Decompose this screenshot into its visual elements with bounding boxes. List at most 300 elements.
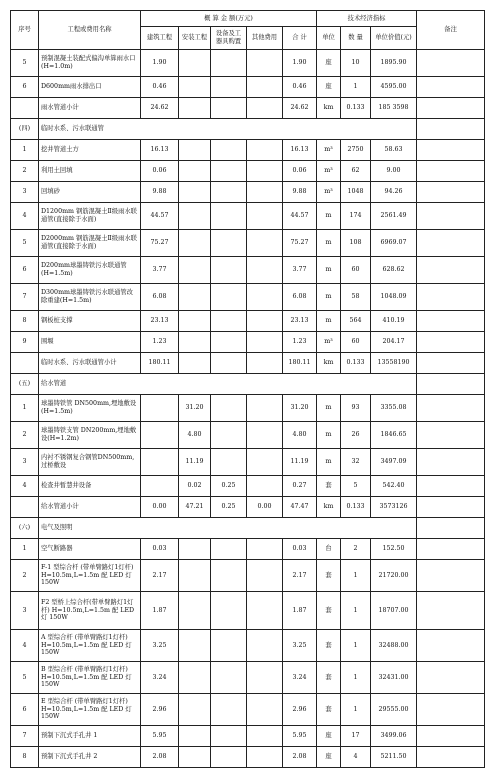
row-equip <box>211 50 247 77</box>
row-install: 11.19 <box>179 449 211 476</box>
header-qty: 数 量 <box>341 27 371 50</box>
row-remark <box>417 374 485 395</box>
row-remark <box>417 119 485 140</box>
row-equip <box>211 422 247 449</box>
row-unit: 套 <box>317 560 341 592</box>
row-remark <box>417 230 485 257</box>
section-seq: (四) <box>11 119 39 140</box>
row-build: 0.03 <box>141 539 179 560</box>
row-remark <box>417 98 485 119</box>
row-equip <box>211 203 247 230</box>
row-unit: m³ <box>317 182 341 203</box>
row-qty: 1 <box>341 592 371 630</box>
row-equip <box>211 539 247 560</box>
section-title: 给水管道 <box>39 374 417 395</box>
row-build: 1.87 <box>141 592 179 630</box>
row-equip <box>211 395 247 422</box>
section-title: 临时水系、污水联通管 <box>39 119 417 140</box>
row-qty: 1 <box>341 694 371 726</box>
row-unit: 套 <box>317 592 341 630</box>
row-remark <box>417 694 485 726</box>
row-build: 9.88 <box>141 182 179 203</box>
row-install <box>179 161 211 182</box>
row-install <box>179 592 211 630</box>
table-row <box>11 257 485 284</box>
row-remark <box>417 161 485 182</box>
section-row <box>11 374 485 395</box>
row-seq: 9 <box>11 332 39 353</box>
section-seq: (五) <box>11 374 39 395</box>
row-price: 185 3598 <box>371 98 417 119</box>
estimate-sheet <box>10 10 484 768</box>
row-qty: 1 <box>341 560 371 592</box>
row-total: 47.47 <box>283 497 317 518</box>
row-qty: 2750 <box>341 140 371 161</box>
row-total: 1.87 <box>283 592 317 630</box>
row-unit: 座 <box>317 50 341 77</box>
row-remark <box>417 77 485 98</box>
row-install <box>179 539 211 560</box>
table-row <box>11 140 485 161</box>
row-total: 6.08 <box>283 284 317 311</box>
table-row <box>11 203 485 230</box>
header-price: 单位价值(元) <box>371 27 417 50</box>
row-price: 410.19 <box>371 311 417 332</box>
header-build: 建筑工程 <box>141 27 179 50</box>
row-build: 44.57 <box>141 203 179 230</box>
table-row <box>11 449 485 476</box>
row-other <box>247 747 283 768</box>
row-equip <box>211 161 247 182</box>
row-total: 0.46 <box>283 77 317 98</box>
row-build <box>141 449 179 476</box>
row-unit: m³ <box>317 161 341 182</box>
row-qty: 4 <box>341 747 371 768</box>
row-qty: 58 <box>341 284 371 311</box>
row-build: 6.08 <box>141 284 179 311</box>
table-row <box>11 560 485 592</box>
row-install: 47.21 <box>179 497 211 518</box>
row-remark <box>417 662 485 694</box>
row-build: 3.77 <box>141 257 179 284</box>
row-install <box>179 726 211 747</box>
row-seq: 2 <box>11 161 39 182</box>
row-seq: 6 <box>11 694 39 726</box>
row-price: 1846.65 <box>371 422 417 449</box>
row-remark <box>417 518 485 539</box>
row-unit: 套 <box>317 694 341 726</box>
row-other <box>247 284 283 311</box>
row-name: 围堰 <box>39 332 141 353</box>
row-install <box>179 182 211 203</box>
row-price: 9.00 <box>371 161 417 182</box>
row-qty: 1048 <box>341 182 371 203</box>
section-seq: (六) <box>11 518 39 539</box>
table-row <box>11 726 485 747</box>
table-row <box>11 353 485 374</box>
row-seq: 7 <box>11 284 39 311</box>
row-total: 23.13 <box>283 311 317 332</box>
table-row <box>11 694 485 726</box>
row-name: 利用土回填 <box>39 161 141 182</box>
row-name: 临时水系、污水联通管小计 <box>39 353 141 374</box>
row-price: 58.63 <box>371 140 417 161</box>
row-qty: 564 <box>341 311 371 332</box>
row-equip <box>211 284 247 311</box>
row-equip: 0.25 <box>211 476 247 497</box>
row-name: 预制混凝土装配式偏沟单算雨水口(H=1.0m) <box>39 50 141 77</box>
row-total: 16.13 <box>283 140 317 161</box>
section-row <box>11 119 485 140</box>
row-equip <box>211 592 247 630</box>
row-name: B 型综合杆 (带单臂路灯1灯杆) H=10.5m,L=1.5m 配 LED 灯 150W <box>39 662 141 694</box>
row-unit: m <box>317 203 341 230</box>
row-build: 3.25 <box>141 630 179 662</box>
table-row <box>11 182 485 203</box>
row-total: 31.20 <box>283 395 317 422</box>
row-total: 0.06 <box>283 161 317 182</box>
row-other <box>247 449 283 476</box>
row-unit: km <box>317 98 341 119</box>
row-remark <box>417 449 485 476</box>
row-install <box>179 353 211 374</box>
row-total: 2.17 <box>283 560 317 592</box>
row-equip <box>211 694 247 726</box>
row-equip <box>211 726 247 747</box>
row-install <box>179 203 211 230</box>
row-qty: 0.133 <box>341 497 371 518</box>
row-unit: m <box>317 422 341 449</box>
row-unit: km <box>317 353 341 374</box>
row-total: 11.19 <box>283 449 317 476</box>
row-other <box>247 311 283 332</box>
table-row <box>11 592 485 630</box>
row-install <box>179 230 211 257</box>
row-other <box>247 332 283 353</box>
row-seq: 3 <box>11 449 39 476</box>
row-other <box>247 203 283 230</box>
row-install <box>179 257 211 284</box>
row-total: 4.80 <box>283 422 317 449</box>
row-total: 1.90 <box>283 50 317 77</box>
table-row <box>11 395 485 422</box>
row-build: 1.90 <box>141 50 179 77</box>
row-qty: 60 <box>341 257 371 284</box>
row-price: 6969.07 <box>371 230 417 257</box>
row-remark <box>417 332 485 353</box>
row-remark <box>417 353 485 374</box>
row-price: 542.40 <box>371 476 417 497</box>
row-equip <box>211 332 247 353</box>
row-other <box>247 539 283 560</box>
row-seq <box>11 98 39 119</box>
row-seq: 6 <box>11 257 39 284</box>
row-build <box>141 422 179 449</box>
row-qty: 0.133 <box>341 353 371 374</box>
row-build: 16.13 <box>141 140 179 161</box>
row-remark <box>417 284 485 311</box>
row-price: 13558190 <box>371 353 417 374</box>
table-row <box>11 50 485 77</box>
row-qty: 1 <box>341 662 371 694</box>
row-name: 预制下沉式手孔井 1 <box>39 726 141 747</box>
row-remark <box>417 539 485 560</box>
row-equip <box>211 449 247 476</box>
row-equip <box>211 311 247 332</box>
header-equip: 设备及工器具购置 <box>211 27 247 50</box>
row-qty: 0.133 <box>341 98 371 119</box>
row-seq: 3 <box>11 592 39 630</box>
table-row <box>11 539 485 560</box>
row-equip <box>211 230 247 257</box>
row-price: 5211.50 <box>371 747 417 768</box>
row-build: 75.27 <box>141 230 179 257</box>
row-build: 1.23 <box>141 332 179 353</box>
row-other <box>247 353 283 374</box>
row-install <box>179 311 211 332</box>
row-other <box>247 726 283 747</box>
row-unit: 座 <box>317 77 341 98</box>
row-price: 2561.49 <box>371 203 417 230</box>
row-build: 2.17 <box>141 560 179 592</box>
row-install <box>179 630 211 662</box>
row-price: 152.50 <box>371 539 417 560</box>
row-total: 5.95 <box>283 726 317 747</box>
table-row <box>11 98 485 119</box>
row-install: 31.20 <box>179 395 211 422</box>
row-qty: 1 <box>341 77 371 98</box>
row-other <box>247 182 283 203</box>
row-install <box>179 284 211 311</box>
row-price: 3497.09 <box>371 449 417 476</box>
row-build: 5.95 <box>141 726 179 747</box>
row-qty: 26 <box>341 422 371 449</box>
row-equip <box>211 98 247 119</box>
row-name: D2000mm 钢筋混凝土Ⅱ级雨水联通管(直接除于水面) <box>39 230 141 257</box>
row-other <box>247 161 283 182</box>
row-build: 0.46 <box>141 77 179 98</box>
row-qty: 62 <box>341 161 371 182</box>
row-equip <box>211 353 247 374</box>
row-install: 0.02 <box>179 476 211 497</box>
row-build <box>141 476 179 497</box>
row-name: 球墨铸铁管 DN500mm,埋地敷设(H=1.5m) <box>39 395 141 422</box>
row-remark <box>417 50 485 77</box>
header-total: 合 计 <box>283 27 317 50</box>
row-other <box>247 662 283 694</box>
row-install <box>179 50 211 77</box>
row-seq: 5 <box>11 662 39 694</box>
row-price: 204.17 <box>371 332 417 353</box>
row-price: 1048.09 <box>371 284 417 311</box>
row-qty: 174 <box>341 203 371 230</box>
row-total: 3.24 <box>283 662 317 694</box>
row-seq: 4 <box>11 630 39 662</box>
row-equip <box>211 257 247 284</box>
row-seq: 2 <box>11 422 39 449</box>
row-build: 24.62 <box>141 98 179 119</box>
row-seq: 4 <box>11 203 39 230</box>
row-qty: 5 <box>341 476 371 497</box>
row-remark <box>417 140 485 161</box>
row-qty: 32 <box>341 449 371 476</box>
row-total: 44.57 <box>283 203 317 230</box>
row-price: 21720.00 <box>371 560 417 592</box>
row-name: F2 型桥上综合杆(带单臂路灯1灯杆) H=10.5m,L=1.5m 配 LED 灯 150W <box>39 592 141 630</box>
row-install <box>179 140 211 161</box>
row-name: D300mm球墨铸铁污水联通管改除重建(H=1.5m) <box>39 284 141 311</box>
row-unit: m <box>317 257 341 284</box>
row-seq: 5 <box>11 230 39 257</box>
row-unit: 座 <box>317 747 341 768</box>
table-body <box>11 50 485 768</box>
row-seq: 4 <box>11 476 39 497</box>
row-name: 挖井管道土方 <box>39 140 141 161</box>
row-seq: 1 <box>11 140 39 161</box>
row-seq: 8 <box>11 747 39 768</box>
row-unit: m <box>317 284 341 311</box>
header-remark: 备注 <box>417 11 485 50</box>
row-equip <box>211 747 247 768</box>
row-seq: 1 <box>11 395 39 422</box>
row-build: 0.06 <box>141 161 179 182</box>
row-other <box>247 560 283 592</box>
row-name: 预制下沉式手孔井 2 <box>39 747 141 768</box>
row-name: D1200mm 钢筋混凝土Ⅱ级雨水联通管(直接除于水面) <box>39 203 141 230</box>
row-build <box>141 395 179 422</box>
row-qty: 60 <box>341 332 371 353</box>
row-remark <box>417 726 485 747</box>
row-unit: 台 <box>317 539 341 560</box>
row-price: 29555.00 <box>371 694 417 726</box>
row-qty: 1 <box>341 630 371 662</box>
row-name: 内衬不锈钢复合钢管DN500mm,过桥敷设 <box>39 449 141 476</box>
estimate-table <box>10 10 485 768</box>
row-name: 回填砂 <box>39 182 141 203</box>
row-seq: 5 <box>11 50 39 77</box>
row-price: 18707.00 <box>371 592 417 630</box>
row-remark <box>417 311 485 332</box>
table-row <box>11 630 485 662</box>
row-seq <box>11 497 39 518</box>
row-unit: m <box>317 230 341 257</box>
row-install <box>179 332 211 353</box>
table-row <box>11 747 485 768</box>
table-row <box>11 230 485 257</box>
row-total: 3.25 <box>283 630 317 662</box>
row-remark <box>417 497 485 518</box>
row-total: 24.62 <box>283 98 317 119</box>
row-seq: 2 <box>11 560 39 592</box>
header-unit: 单位 <box>317 27 341 50</box>
row-seq: 6 <box>11 77 39 98</box>
row-price: 94.26 <box>371 182 417 203</box>
row-remark <box>417 630 485 662</box>
row-other: 0.00 <box>247 497 283 518</box>
table-row <box>11 422 485 449</box>
row-qty: 10 <box>341 50 371 77</box>
row-install <box>179 694 211 726</box>
header-seq: 序号 <box>11 11 39 50</box>
table-row <box>11 662 485 694</box>
row-other <box>247 476 283 497</box>
row-price: 628.62 <box>371 257 417 284</box>
row-build: 3.24 <box>141 662 179 694</box>
row-install <box>179 560 211 592</box>
row-other <box>247 694 283 726</box>
row-build: 2.96 <box>141 694 179 726</box>
table-header <box>11 11 485 50</box>
row-unit: 套 <box>317 662 341 694</box>
row-remark <box>417 476 485 497</box>
row-total: 3.77 <box>283 257 317 284</box>
row-name: 雨水管道小计 <box>39 98 141 119</box>
row-other <box>247 592 283 630</box>
row-install <box>179 747 211 768</box>
row-install <box>179 77 211 98</box>
header-estimate-group: 概 算 金 额(万元) <box>141 11 317 27</box>
section-title: 电气及照明 <box>39 518 417 539</box>
row-qty: 93 <box>341 395 371 422</box>
row-unit: m <box>317 449 341 476</box>
row-total: 9.88 <box>283 182 317 203</box>
row-unit: m³ <box>317 140 341 161</box>
row-price: 3355.08 <box>371 395 417 422</box>
row-name: D600mm雨水排出口 <box>39 77 141 98</box>
row-seq: 8 <box>11 311 39 332</box>
row-remark <box>417 203 485 230</box>
row-other <box>247 630 283 662</box>
row-unit: 座 <box>317 726 341 747</box>
row-total: 0.27 <box>283 476 317 497</box>
header-tech-group: 技术经济指标 <box>317 11 417 27</box>
table-row <box>11 77 485 98</box>
row-price: 4595.00 <box>371 77 417 98</box>
row-price: 3573126 <box>371 497 417 518</box>
row-seq: 1 <box>11 539 39 560</box>
row-equip: 0.25 <box>211 497 247 518</box>
row-seq: 7 <box>11 726 39 747</box>
row-total: 2.96 <box>283 694 317 726</box>
row-other <box>247 257 283 284</box>
row-equip <box>211 77 247 98</box>
table-row <box>11 161 485 182</box>
row-other <box>247 77 283 98</box>
row-equip <box>211 630 247 662</box>
row-seq: 3 <box>11 182 39 203</box>
table-row <box>11 476 485 497</box>
row-qty: 2 <box>341 539 371 560</box>
row-name: 检查井暂慧井设备 <box>39 476 141 497</box>
row-name: D200mm球墨铸铁污水联通管(H=1.5m) <box>39 257 141 284</box>
row-name: F-1 型综合杆 (带单臂路灯1灯杆) H=10.5m,L=1.5m 配 LED 灯 150W <box>39 560 141 592</box>
table-row <box>11 497 485 518</box>
row-name: E 型综合杆 (带单臂路灯1灯杆) H=10.5m,L=1.5m 配 LED 灯 150W <box>39 694 141 726</box>
row-name: A 型综合杆 (带单臂路灯1灯杆) H=10.5m,L=1.5m 配 LED 灯 150W <box>39 630 141 662</box>
row-unit: m <box>317 311 341 332</box>
row-remark <box>417 182 485 203</box>
row-remark <box>417 560 485 592</box>
row-equip <box>211 140 247 161</box>
row-other <box>247 395 283 422</box>
row-name: 给水管道小计 <box>39 497 141 518</box>
row-build: 2.08 <box>141 747 179 768</box>
row-equip <box>211 560 247 592</box>
row-total: 75.27 <box>283 230 317 257</box>
row-unit: km <box>317 497 341 518</box>
row-unit: 套 <box>317 476 341 497</box>
row-price: 3499.06 <box>371 726 417 747</box>
